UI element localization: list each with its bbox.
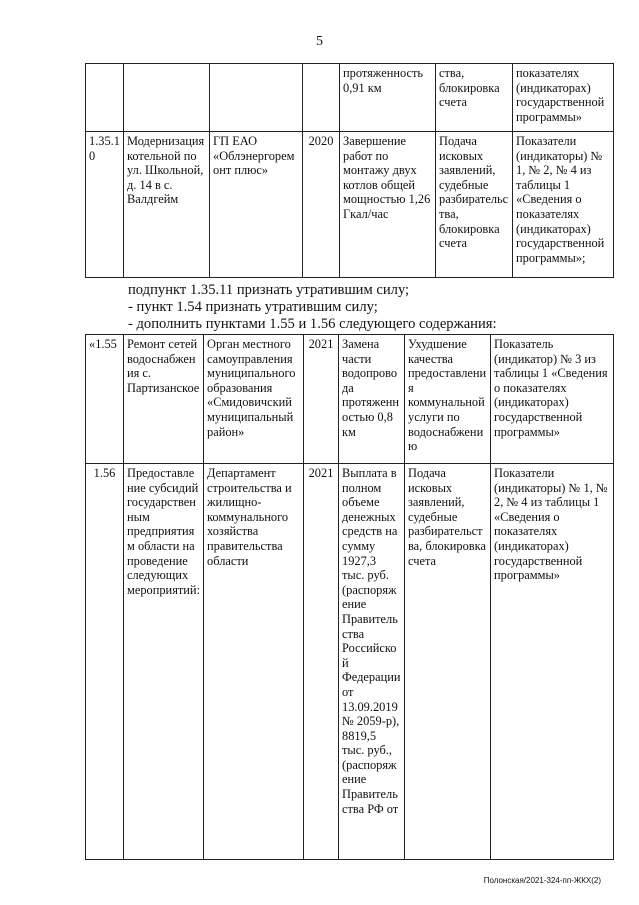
cell-indicator: показателях (индикаторах) государственной программы»: [513, 64, 614, 132]
cell-year: 2020: [303, 132, 340, 278]
cell-number: 1.35.10: [86, 132, 124, 278]
cell-number: [86, 64, 124, 132]
table-row: [86, 335, 614, 464]
cell-result: Выплата в полном объеме денежных средств на сумму 1927,3 тыс. руб. (распоряжение Правительства Российской Федерации от 13.09.2019 № 2059-р), 8819,5 тыс. руб., (распоряжение Правительства РФ от: [339, 464, 405, 860]
cell-risk: ства, блокировка счета: [436, 64, 513, 132]
cell-organization: ГП ЕАО «Облэнергоремонт плюс»: [210, 132, 303, 278]
cell-risk: Подача исковых заявлений, судебные разбирательства, блокировка счета: [436, 132, 513, 278]
cell-name: Модернизация котельной по ул. Школьной, д. 14 в с. Валдгейм: [124, 132, 210, 278]
cell-organization: [210, 64, 303, 132]
cell-name: Предоставление субсидий государственным предприятиям области на проведение следующих мероприятий:: [124, 464, 204, 860]
footer-reference: Полонская/2021-324-пп-ЖКХ(2): [483, 876, 601, 885]
cell-number: 1.56: [86, 464, 124, 860]
cell-year: [303, 64, 340, 132]
cell-organization: Орган местного самоуправления муниципального образования «Смидовичский муниципальный район»: [204, 335, 304, 464]
cell-indicator: Показатель (индикатор) № 3 из таблицы 1 «Сведения о показателях (индикаторах) государственной программы»: [491, 335, 614, 464]
cell-name: Ремонт сетей водоснабжения с. Партизанское: [124, 335, 204, 464]
cell-number: «1.55: [86, 335, 124, 464]
cell-organization: Департамент строительства и жилищно-коммунального хозяйства правительства области: [204, 464, 304, 860]
cell-risk: Подача исковых заявлений, судебные разбирательства, блокировка счета: [405, 464, 491, 860]
cell-result: протяженность 0,91 км: [340, 64, 436, 132]
table-continuation: [85, 63, 614, 278]
cell-risk: Ухудшение качества предоставления коммунальной услуги по водоснабжению: [405, 335, 491, 464]
table-row: [86, 464, 614, 860]
table-additions: [85, 334, 614, 860]
paragraph-1: подпункт 1.35.11 признать утратившим силу;: [128, 282, 410, 298]
cell-indicator: Показатели (индикаторы) № 1, № 2, № 4 из таблицы 1 «Сведения о показателях (индикаторах) государственной программы»: [491, 464, 614, 860]
table-row: [86, 132, 614, 278]
cell-indicator: Показатели (индикаторы) № 1, № 2, № 4 из таблицы 1 «Сведения о показателях (индикаторах) государственной программы»;: [513, 132, 614, 278]
cell-year: 2021: [304, 335, 339, 464]
paragraph-2: - пункт 1.54 признать утратившим силу;: [128, 299, 378, 315]
cell-year: 2021: [304, 464, 339, 860]
paragraph-3: - дополнить пунктами 1.55 и 1.56 следующего содержания:: [128, 316, 497, 332]
cell-result: Замена части водопровода протяженностью 0,8 км: [339, 335, 405, 464]
cell-result: Завершение работ по монтажу двух котлов общей мощностью 1,26 Гкал/час: [340, 132, 436, 278]
cell-name: [124, 64, 210, 132]
table-row: [86, 64, 614, 132]
page-number: 5: [316, 34, 323, 49]
